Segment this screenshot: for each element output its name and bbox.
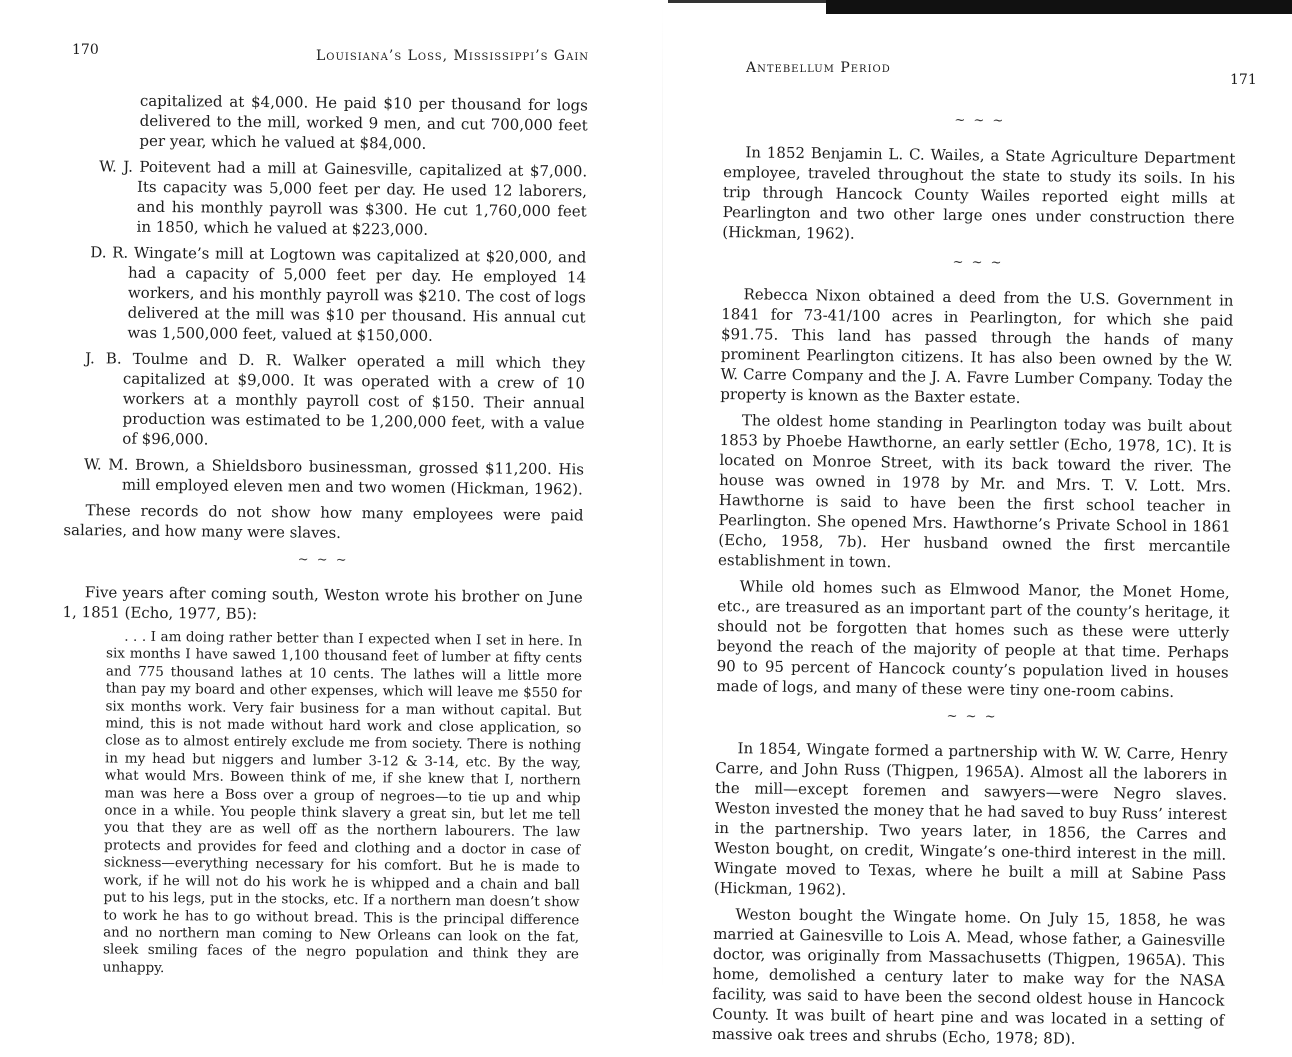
page-number-left: 170 [72,42,99,58]
section-separator: ~ ~ ~ [954,113,1006,129]
mill-entry-wingate: D. R. Wingate’s mill at Logtown was capitalized at $20,000, and had a capacity of 5,000 feet per day. He employed 14 workers, and his monthly payroll was $210. The cost of logs delivered at the mill was $10 per thousand. His annual cut was 1,500,000 feet, valued at $150,000. [90,243,587,345]
hawthorne-paragraph: The oldest home standing in Pearlington today was built about 1853 by Phoebe Hawthorne, an early settler (Echo, 1978, 1C). It is located on Monroe Street, with its back toward the river. The house was owned in 1978 by Mr. and Mrs. T. V. Lott. Mrs. Hawthorne is said to have been the first school teacher in Pearlington. She opened Mrs. Hawthorne’s Private School in 1861 (Echo, 1958, 7b). Her husband owned the first mercantile establishment in town. [717,411,1232,572]
weston-letter-intro: Five years after coming south, Weston wrote his brother on June 1, 1851 (Echo, 1977, B5): [62,583,583,624]
wailes-paragraph: In 1852 Benjamin L. C. Wailes, a State Agriculture Department employee, traveled throughout the state to study its soils. In his trip through Hancock County Wailes reported eight mills at Pearlington and two other large ones under construction there (Hickman, 1962). [722,143,1236,243]
mill-entry-toulme-walker: J. B. Toulme and D. R. Walker operated a mill which they capitalized at $9,000. It was operated with a crew of 10 workers at a monthly payroll cost of $150. Their annual production was estimated to be 1,200,000 feet, with a value of $96,000. [85,349,586,449]
left-page [0,0,660,992]
running-head-right: Antebellum Period [746,60,891,76]
right-page [664,0,1292,1048]
mill-entry-poitevent: W. J. Poitevent had a mill at Gainesville, capitalized at $7,000. Its capacity was 5,000 feet per day. He used 12 laborers, and his monthly payroll was $300. He cut 1,760,000 feet in 1850, which he valued at $223,000. [99,157,588,239]
mill-entry-brown: W. M. Brown, a Shieldsboro businessman, grossed $11,200. His mill employed eleven men and two women (Hickman, 1962). [83,455,585,499]
section-separator: ~ ~ ~ [952,255,1004,271]
mill-entry-continuation: capitalized at $4,000. He paid $10 per thousand for logs delivered to the mill, worked 9 men, and cut 700,000 feet per year, which he valued at $84,000. [139,91,588,153]
page-number-right: 171 [1230,72,1257,88]
partnership-paragraph: In 1854, Wingate formed a partnership with W. W. Carre, Henry Carre, and John Russ (Thigpen, 1965A). Almost all the laborers in the mill—except foremen and sawyers—were Negro slaves. Weston invested the money that he had saved to buy Russ’ interest in the partnership. Two years later, in 1856, the Carres and Weston bought, on credit, Wingate’s one-third interest in the mill. Wingate moved to Texas, where he built a mill at Sabine Pass (Hickman, 1962). [713,739,1228,899]
section-separator: ~ ~ ~ [946,708,998,725]
book-gutter [662,0,663,992]
old-homes-paragraph: While old homes such as Elmwood Manor, the Monet Home, etc., are treasured as an important part of the county’s heritage, it should not be forgotten that homes such as these were utterly beyond the reach of the majority of people at that time. Perhaps 90 to 95 percent of Hancock county’s population lived in houses made of logs, and many of these were tiny one-room cabins. [716,577,1230,701]
running-head-left: Louisiana’s Loss, Mississippi’s Gain [316,48,590,64]
wingate-home-paragraph: Weston bought the Wingate home. On July 15, 1858, he was married at Gainesville to Lois A. Mead, whose father, a Gainesville doctor, was originally from Massachusetts (Thigpen, 1965A). This home, demolished a century later to make way for the NASA facility, was said to have been the second oldest house in Hancock County. It was built of heart pine and was located in a setting of massive oak trees and shrubs (Echo, 1978; 8D). [711,905,1226,1048]
records-paragraph: These records do not show how many employees were paid salaries, and how many were slaves. [63,501,584,542]
section-separator: ~ ~ ~ [297,552,349,568]
right-text-block [712,108,1236,1057]
left-text-block [59,90,588,982]
nixon-paragraph: Rebecca Nixon obtained a deed from the U.S. Government in 1841 for 73-41/100 acres in Pearlington, for which she paid $91.75. This land has passed through the hands of many prominent Pearlington citizens. It has also been owned by the W. W. Carre Company and the J. A. Favre Lumber Company. Today the property is known as the Baxter estate. [720,285,1234,407]
weston-letter-quote: . . . I am doing rather better than I expected when I set in here. In six months I have sawed 1,100 thousand feet of lumber at fifty cents and 775 thousand lathes at 10 cents. The lathes will a little more than pay my board and other expenses, which will leave me $550 for six months work. Very fair business for a man without capital. But mind, this is not made without hard work and close application, so close as to almost entirely exclude me from society. There is nothing in my head but niggers and lumber 3-12 & 3-14, etc. By the way, what would Mrs. Boween think of me, if she knew that I, northern man was here a Boss over a group of negroes—to tie up and whip once in a while. You people think slavery a great sin, but let me tell you that they are as well off as the northern labourers. The law protects and provides for feed and clothing and a doctor in case of sickness—everything necessary for his comfort. But he is made to work, if he will not do his work he is whipped and a chain and ball put to his legs, put in the stocks, etc. If a northern man doesn’t show to work he has to go without bread. This is the principal difference and no northern man coming to New Orleans can look on the fat, sleek smiling faces of the negro population and think they are unhappy. [102,628,583,976]
